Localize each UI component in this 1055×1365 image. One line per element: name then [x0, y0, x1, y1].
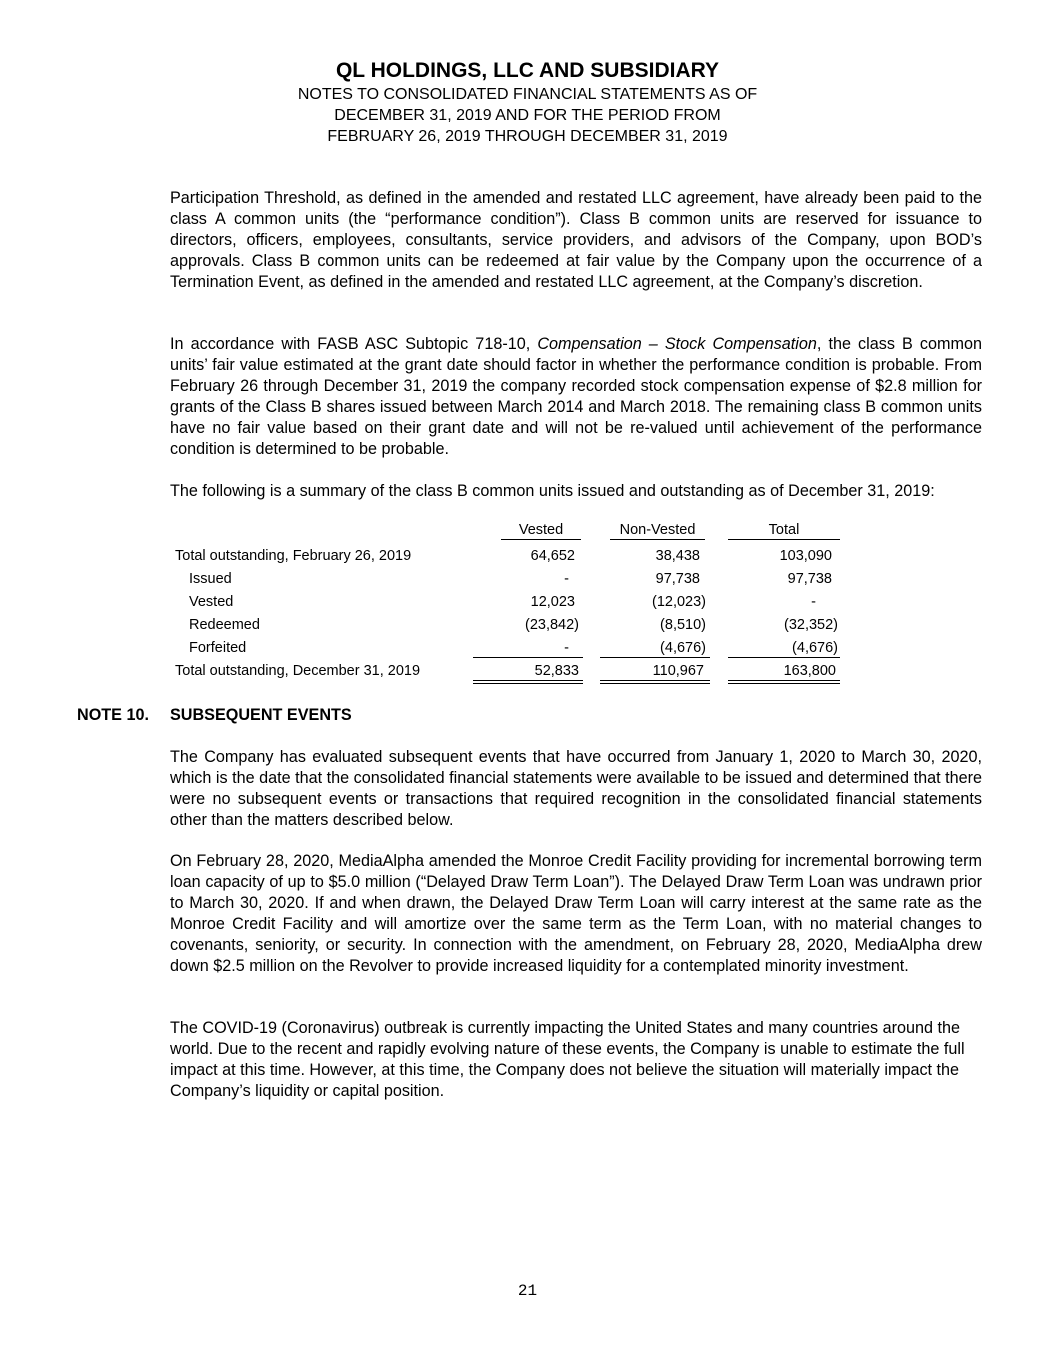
vested-value: 52,833: [534, 663, 579, 679]
column-header-vested: Vested: [501, 522, 581, 540]
page-header: [0, 58, 1055, 147]
non-vested-value: (4,676): [660, 640, 706, 656]
paragraph-stock-compensation: [170, 334, 982, 460]
non-vested-value: 110,967: [652, 663, 704, 679]
total-double-rule: [473, 680, 583, 684]
vested-value: -: [564, 640, 569, 656]
company-title: QL HOLDINGS, LLC AND SUBSIDIARY: [335, 59, 720, 82]
table-row: [170, 594, 870, 616]
non-vested-value: (8,510): [660, 617, 706, 633]
paragraph-subsequent-events-evaluation: The Company has evaluated subsequent events that have occurred from January 1, 2020 to March 30, 2020, which is the date that the consolidated financial statements were available to be issued and determined that there were no subsequent events or transactions that required recognition in the consolidated financial statements other than the matters described below.: [170, 748, 982, 829]
subtotal-rule: [473, 657, 583, 658]
row-label: Total outstanding, February 26, 2019: [175, 548, 412, 564]
column-header-total: Total: [728, 522, 840, 540]
paragraph-summary-intro: The following is a summary of the class B common units issued and outstanding as of December 31, 2019:: [170, 482, 935, 500]
column-header-non-vested: Non-Vested: [610, 522, 705, 540]
total-double-rule: [728, 680, 840, 684]
total-double-rule: [600, 680, 710, 684]
vested-value: (23,842): [524, 617, 579, 633]
total-value: (4,676): [792, 640, 838, 656]
vested-value: 12,023: [530, 594, 575, 610]
table-row: [170, 640, 870, 662]
paragraph-text: , the class B common units’ fair value estimated at the grant date should factor in whether the performance condition is probable. From February 26 through December 31, 2019 the company recorded stock compensation expense of $2.8 million for grants of the Class B shares issued between March 2014 and March 2018. The remaining class B common units have no fair value based on their grant date and will not be re-valued until achievement of the performance condition is determined to be probable.: [170, 335, 982, 458]
vested-value: -: [564, 571, 569, 587]
row-label: Issued: [189, 571, 232, 587]
total-value: (32,352): [783, 617, 838, 633]
paragraph-credit-facility-amendment: On February 28, 2020, MediaAlpha amended the Monroe Credit Facility providing for incremental borrowing term loan capacity of up to $5.0 million (“Delayed Draw Term Loan”). The Delayed Draw Term Loan was undrawn prior to March 30, 2020. If and when drawn, the Delayed Draw Term Loan will carry interest at the same rate as the Monroe Credit Facility and will amortize over the same term as the Term Loan, with no material changes to covenants, seniority, or security. In connection with the amendment, on February 28, 2020, MediaAlpha drew down $2.5 million on the Revolver to provide increased liquidity for a contemplated minority investment.: [170, 852, 982, 975]
header-line-3: FEBRUARY 26, 2019 THROUGH DECEMBER 31, 2019: [327, 128, 728, 145]
subtotal-rule: [728, 657, 840, 658]
page-number: 21: [517, 1282, 538, 1300]
non-vested-value: 97,738: [655, 571, 700, 587]
table-row: [170, 617, 870, 639]
total-value: -: [811, 594, 816, 610]
paragraph-text: In accordance with FASB ASC Subtopic 718-10,: [170, 335, 538, 353]
row-label: Redeemed: [189, 617, 260, 633]
vested-value: 64,652: [530, 548, 575, 564]
paragraph-covid-19: The COVID-19 (Coronavirus) outbreak is currently impacting the United States and many countries around the world. Due to the recent and rapidly evolving nature of these events, the Company is unable to estimate the full impact at this time. However, at this time, the Company does not believe the situation will materially impact the Company’s liquidity or capital position.: [170, 1019, 965, 1100]
row-label: Total outstanding, December 31, 2019: [175, 663, 421, 679]
table-row: [170, 571, 870, 593]
non-vested-value: (12,023): [651, 594, 706, 610]
note-number: NOTE 10.: [77, 706, 149, 724]
subtotal-rule: [600, 657, 710, 658]
total-value: 103,090: [779, 548, 832, 564]
row-label: Forfeited: [189, 640, 247, 656]
note-title: SUBSEQUENT EVENTS: [170, 706, 352, 724]
table-row: [170, 548, 870, 570]
non-vested-value: 38,438: [655, 548, 700, 564]
row-label: Vested: [189, 594, 234, 610]
total-value: 97,738: [787, 571, 832, 587]
header-line-2: DECEMBER 31, 2019 AND FOR THE PERIOD FROM: [334, 107, 721, 124]
header-line-1: NOTES TO CONSOLIDATED FINANCIAL STATEMENTS AS OF: [297, 86, 758, 103]
standard-title-italic: Compensation – Stock Compensation: [537, 335, 817, 353]
paragraph-participation-threshold: Participation Threshold, as defined in the amended and restated LLC agreement, have already been paid to the class A common units (the “performance condition”). Class B common units are reserved for issuance to directors, officers, employees, consultants, service providers, and advisors of the Company, upon BOD’s approvals. Class B common units can be redeemed at fair value by the Company upon the occurrence of a Termination Event, as defined in the amended and restated LLC agreement, at the Company’s discretion.: [170, 189, 982, 291]
total-value: 163,800: [783, 663, 836, 679]
